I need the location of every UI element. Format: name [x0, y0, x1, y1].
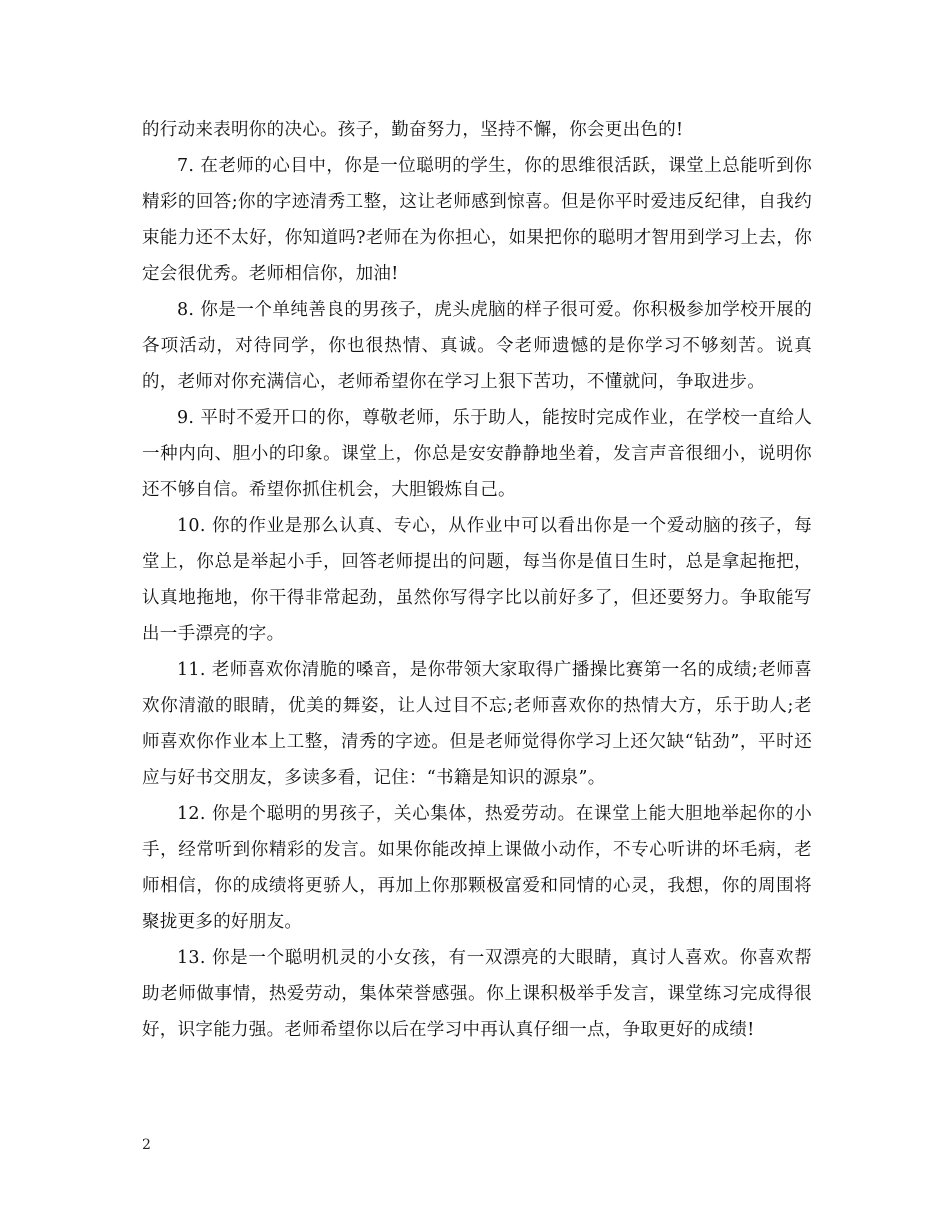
- paragraph-item-7: 7. 在老师的心目中，你是一位聪明的学生，你的思维很活跃，课堂上总能听到你精彩的回答;你的字迹清秀工整，这让老师感到惊喜。但是你平时爱违反纪律，自我约束能力还不太好，你知道吗?老师在为你担心，如果把你的聪明才智用到学习上去，你定会很优秀。老师相信你，加油!: [142, 156, 812, 284]
- paragraph-continuation: 的行动来表明你的决心。孩子，勤奋努力，坚持不懈，你会更出色的!: [142, 120, 684, 140]
- paragraph-item-12: 12. 你是个聪明的男孩子，关心集体，热爱劳动。在课堂上能大胆地举起你的小手，经常听到你精彩的发言。如果你能改掉上课做小动作，不专心听讲的坏毛病，老师相信，你的成绩将更骄人，再加上你那颗极富爱和同情的心灵，我想，你的周围将聚拢更多的好朋友。: [142, 804, 812, 932]
- paragraph-item-10: 10. 你的作业是那么认真、专心，从作业中可以看出你是一个爱动脑的孩子，每堂上，你总是举起小手，回答老师提出的问题，每当你是值日生时，总是拿起拖把，认真地拖地，你干得非常起劲，虽然你写得字比以前好多了，但还要努力。争取能写出一手漂亮的字。: [142, 516, 812, 644]
- paragraph-item-9: 9. 平时不爱开口的你，尊敬老师，乐于助人，能按时完成作业，在学校一直给人一种内向、胆小的印象。课堂上，你总是安安静静地坐着，发言声音很细小，说明你还不够自信。希望你抓住机会，大胆锻炼自己。: [142, 408, 812, 500]
- document-body: [142, 112, 812, 1048]
- paragraph-item-13: 13. 你是一个聪明机灵的小女孩，有一双漂亮的大眼睛，真讨人喜欢。你喜欢帮助老师做事情，热爱劳动，集体荣誉感强。你上课积极举手发言，课堂练习完成得很好，识字能力强。老师希望你以后在学习中再认真仔细一点，争取更好的成绩!: [142, 948, 812, 1040]
- paragraph-item-8: 8. 你是一个单纯善良的男孩子，虎头虎脑的样子很可爱。你积极参加学校开展的各项活动，对待同学，你也很热情、真诚。令老师遗憾的是你学习不够刻苦。说真的，老师对你充满信心，老师希望你在学习上狠下苦功，不懂就问，争取进步。: [142, 300, 812, 392]
- paragraph-item-11: 11. 老师喜欢你清脆的嗓音，是你带领大家取得广播操比赛第一名的成绩;老师喜欢你清澈的眼睛，优美的舞姿，让人过目不忘;老师喜欢你的热情大方，乐于助人;老师喜欢你作业本上工整，清秀的字迹。但是老师觉得你学习上还欠缺“钻劲”，平时还应与好书交朋友，多读多看，记住：“书籍是知识的源泉”。: [142, 660, 812, 788]
- page-number: 2: [142, 1137, 151, 1153]
